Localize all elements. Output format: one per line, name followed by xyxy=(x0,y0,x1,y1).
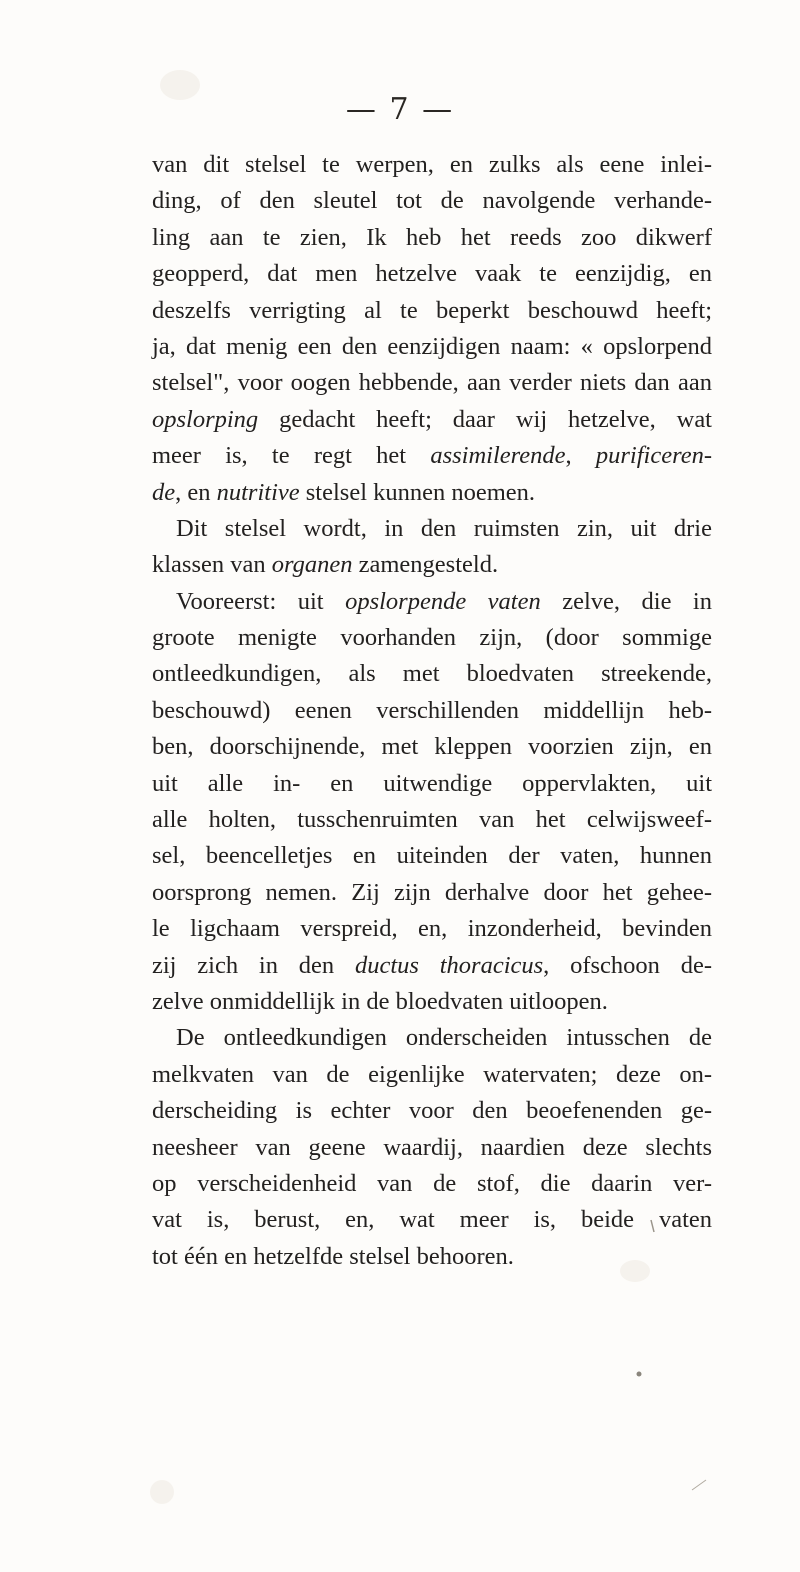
text-segment: beschouwd) eenen verschillenden middellijn heb- xyxy=(152,696,712,724)
text-segment: alle holten, tusschenruimten van het celwijsweef- xyxy=(152,806,712,834)
italic-term: ductus thoracicus xyxy=(354,951,544,979)
text-segment: ontleedkundigen, als met bloedvaten streekende, xyxy=(152,660,712,688)
text-segment: melkvaten van de eigenlijke watervaten; deze on- xyxy=(152,1060,712,1088)
text-segment: uit alle in- en uitwendige oppervlakten, uit xyxy=(152,769,712,797)
page-number: — 7 — xyxy=(345,92,455,127)
text-segment: vat is, berust, en, wat meer is, beide vaten xyxy=(152,1206,712,1234)
text-segment: geopperd, dat men hetzelve vaak te eenzijdig, en xyxy=(152,260,712,288)
text-segment: Vooreerst: uit xyxy=(176,587,346,615)
text-segment: oorsprong nemen. Zij zijn derhalve door het gehee- xyxy=(152,878,712,906)
text-segment: van dit stelsel te werpen, en zulks als eene inlei- xyxy=(152,151,712,178)
text-segment: ja, dat menig een den eenzijdigen naam: « opslorpend xyxy=(152,332,712,360)
text-segment: stelsel kunnen noemen. xyxy=(299,478,536,506)
text-segment: ding, of den sleutel tot de navolgende verhande- xyxy=(152,187,712,215)
text-segment: De ontleedkundigen onderscheiden intusschen de xyxy=(176,1024,712,1052)
speck-mark xyxy=(651,1220,654,1232)
speck-mark xyxy=(692,1480,706,1490)
text-segment: Dit stelsel wordt, in den ruimsten zin, uit drie xyxy=(176,514,712,542)
text-segment: zelve onmiddellijk in de bloedvaten uitloopen. xyxy=(152,987,608,1015)
text-segment: le ligchaam verspreid, en, inzonderheid, bevinden xyxy=(152,915,712,943)
italic-term: organen xyxy=(271,551,353,579)
italic-term: opslorping xyxy=(152,405,259,433)
text-segment: meer is, te regt het xyxy=(152,442,431,470)
text-segment: groote menigte voorhanden zijn, (door sommige xyxy=(152,624,712,652)
text-segment: gedacht heeft; daar wij hetzelve, wat xyxy=(258,405,712,433)
speck-mark xyxy=(637,1372,642,1377)
italic-term: assimilerende xyxy=(430,442,566,470)
text-segment: tot één en hetzelfde stelsel behooren. xyxy=(152,1242,514,1270)
text-segment: zamengesteld. xyxy=(352,551,499,579)
text-segment: neesheer van geene waardij, naardien deze slechts xyxy=(152,1133,712,1161)
text-segment: derscheiding is echter voor den beoefenenden ge- xyxy=(152,1097,712,1125)
text-segment: , ofschoon de- xyxy=(543,951,712,979)
italic-term: purificeren- xyxy=(595,442,713,470)
text-segment: , en xyxy=(175,478,217,506)
text-segment: zelve, die in xyxy=(540,587,712,615)
text-segment: sel, beencelletjes en uiteinden der vaten, hunnen xyxy=(152,842,712,870)
text-segment: deszelfs verrigting al te beperkt beschouwd heeft; xyxy=(152,296,712,324)
text-segment: zij zich in den xyxy=(152,951,355,979)
text-segment: stelsel", voor oogen hebbende, aan verder niets dan aan xyxy=(152,369,712,397)
text-segment: op verscheidenheid van de stof, die daarin ver- xyxy=(152,1169,712,1197)
italic-term: opslorpende vaten xyxy=(345,587,541,615)
text-segment: ben, doorschijnende, met kleppen voorzien zijn, en xyxy=(152,733,712,761)
italic-term: de xyxy=(152,478,176,506)
italic-term: nutritive xyxy=(216,478,300,506)
text-segment: klassen van xyxy=(152,551,272,579)
text-segment: , xyxy=(565,442,596,470)
text-segment: ling aan te zien, Ik heb het reeds zoo dikwerf xyxy=(152,223,712,251)
